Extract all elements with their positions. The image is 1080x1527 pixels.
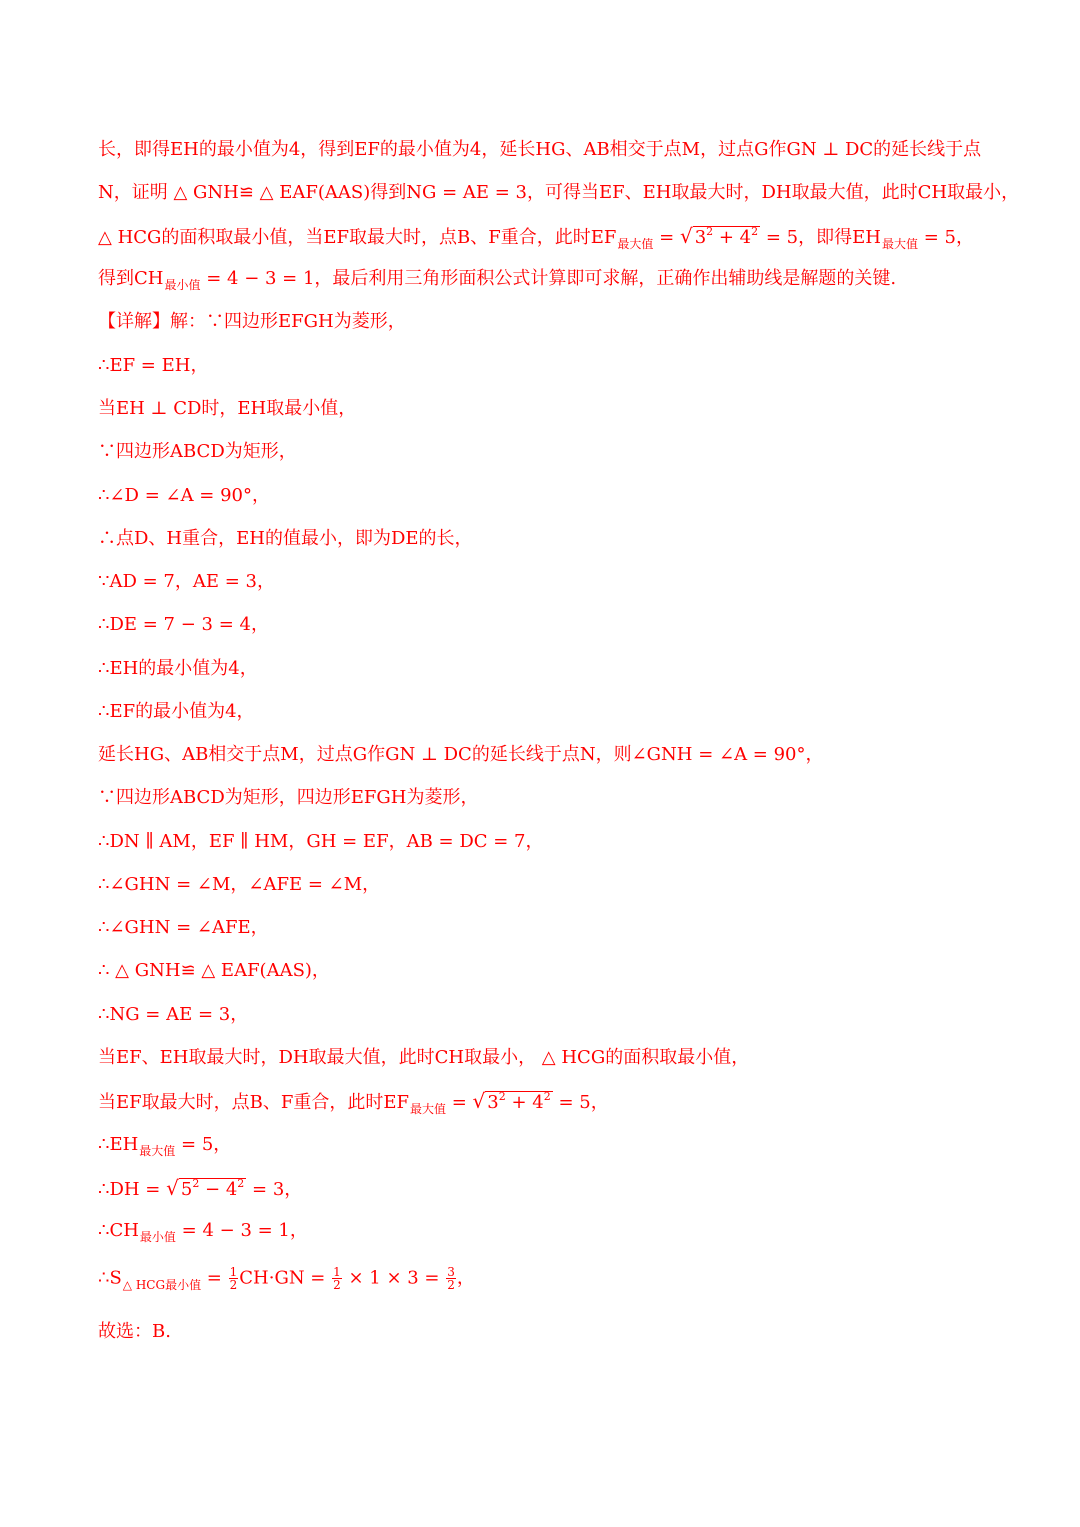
text: ∴EH的最小值为4，: [98, 658, 258, 679]
text: 3: [447, 1265, 455, 1279]
text: ∴NG = AE = 3，: [98, 1004, 249, 1025]
solution-line: [98, 354, 208, 378]
text: + 4: [505, 1092, 544, 1113]
analysis-line-4: [98, 267, 896, 292]
text: 1: [229, 1265, 238, 1279]
text: CH·GN =: [239, 1267, 332, 1289]
fraction: [446, 1266, 456, 1291]
text: 1: [333, 1265, 341, 1279]
text: ∴∠D = ∠A = 90°，: [98, 485, 271, 506]
text: =: [201, 1267, 228, 1289]
analysis-line-3: [98, 224, 974, 251]
solution-line: [98, 1219, 308, 1244]
solution-line: [98, 527, 473, 551]
fraction: [229, 1266, 239, 1291]
sqrt-sign: √: [472, 1089, 486, 1113]
solution-line: [98, 830, 544, 854]
text: 故选：B.: [98, 1321, 171, 1342]
text: 3: [694, 227, 707, 248]
solution-line: [98, 1003, 248, 1027]
fraction: [332, 1266, 342, 1291]
solution-line: [98, 397, 356, 421]
solution-line: [98, 1176, 302, 1202]
solution-line: [98, 1133, 231, 1158]
text: 2: [543, 1090, 551, 1103]
solution-line: [98, 484, 270, 508]
solution-line: [98, 1046, 749, 1070]
text: =: [653, 227, 680, 248]
solution-line: [98, 1089, 609, 1116]
text: 当EF、EH取最大时，DH取最大值，此时CH取最小， △ HCG的面积取最小值，: [98, 1047, 750, 1068]
text: ∴S: [98, 1267, 122, 1289]
text: = 5，: [175, 1134, 232, 1155]
text: ∴DH =: [98, 1179, 167, 1200]
text: ∴∠GHN = ∠M，∠AFE = ∠M，: [98, 874, 381, 895]
text: = 3，: [246, 1179, 303, 1200]
solution-line: [98, 1266, 475, 1292]
text: ∴点D、H重合，EH的值最小，即为DE的长，: [98, 528, 473, 549]
text: 【详解】解：∵四边形EFGH为菱形，: [98, 311, 406, 332]
subscript: 最小值: [164, 278, 201, 292]
sqrt-expression: [693, 226, 760, 250]
solution-line: [98, 613, 269, 637]
text: 2: [192, 1177, 200, 1190]
text: ，: [456, 1267, 475, 1289]
solution-line: [98, 916, 269, 940]
text: ∴DE = 7 − 3 = 4，: [98, 614, 269, 635]
text: 2: [447, 1278, 455, 1292]
text: = 5，: [917, 227, 974, 248]
text: 2: [706, 225, 714, 238]
solution-line: [98, 570, 275, 594]
text: = 5，即得EH: [760, 227, 881, 248]
sqrt-expression: [485, 1091, 552, 1115]
solution-heading: [98, 310, 406, 334]
text: 2: [229, 1278, 238, 1292]
solution-line: [98, 440, 297, 464]
subscript: 最大值: [881, 237, 918, 251]
sqrt-sign: √: [679, 224, 693, 248]
text: 当EH ⊥ CD时，EH取最小值，: [98, 398, 357, 419]
text: − 4: [199, 1179, 238, 1200]
subscript: 最小值: [139, 1230, 176, 1244]
subscript: 最大值: [617, 237, 654, 251]
sqrt-sign: √: [166, 1176, 179, 1200]
answer-line: [98, 1320, 171, 1344]
text: ∴DN ∥ AM，EF ∥ HM，GH = EF，AB = DC = 7，: [98, 831, 544, 852]
text: 2: [751, 225, 759, 238]
text: 2: [333, 1278, 341, 1292]
text: 延长HG、AB相交于点M，过点G作GN ⊥ DC的延长线于点N，则∠GNH = ∠A = 90°，: [98, 744, 824, 765]
text: ∴CH: [98, 1220, 139, 1241]
analysis-line-2: [98, 181, 1019, 205]
text: △ HCG的面积取最小值，当EF取最大时，点B、F重合，此时EF: [98, 227, 617, 248]
text: = 5，: [552, 1092, 609, 1113]
text: 当EF取最大时，点B、F重合，此时EF: [98, 1092, 409, 1113]
text: 得到CH: [98, 268, 164, 289]
text: ∵四边形ABCD为矩形，: [98, 441, 297, 462]
solution-line: [98, 786, 478, 810]
text: ∵四边形ABCD为矩形，四边形EFGH为菱形，: [98, 787, 479, 808]
text: ∴EH: [98, 1134, 139, 1155]
subscript: △ HCG最小值: [122, 1277, 202, 1292]
text: 5: [180, 1179, 193, 1200]
text: 3: [487, 1092, 499, 1113]
text: = 4 − 3 = 1，: [175, 1220, 308, 1241]
text: × 1 × 3 =: [342, 1267, 446, 1289]
solution-line: [98, 743, 824, 767]
text: = 4 − 3 = 1，最后利用三角形面积公式计算即可求解，正确作出辅助线是解题的关键.: [200, 268, 897, 289]
text: ∴EF的最小值为4，: [98, 701, 255, 722]
subscript: 最大值: [409, 1102, 446, 1116]
solution-line: [98, 700, 255, 724]
solution-line: [98, 657, 258, 681]
text: ∴ △ GNH≌ △ EAF(AAS)，: [98, 960, 330, 981]
text: =: [446, 1092, 473, 1113]
text: ∴∠GHN = ∠AFE，: [98, 917, 269, 938]
sqrt-expression: [179, 1178, 246, 1202]
solution-line: [98, 873, 380, 897]
text: ∴EF = EH，: [98, 355, 209, 376]
text: N，证明 △ GNH≌ △ EAF(AAS)得到NG = AE = 3，可得当EF、EH取最大时，DH取最大值，此时CH取最小，: [98, 182, 1020, 203]
text: + 4: [713, 227, 752, 248]
solution-line: [98, 959, 330, 983]
text: ∵AD = 7，AE = 3，: [98, 571, 275, 592]
text: 2: [498, 1090, 506, 1103]
text: 长，即得EH的最小值为4，得到EF的最小值为4，延长HG、AB相交于点M，过点G作GN ⊥ DC的延长线于点: [98, 139, 982, 160]
text: 2: [237, 1177, 245, 1190]
subscript: 最大值: [139, 1144, 176, 1158]
analysis-line-1: [98, 138, 981, 162]
